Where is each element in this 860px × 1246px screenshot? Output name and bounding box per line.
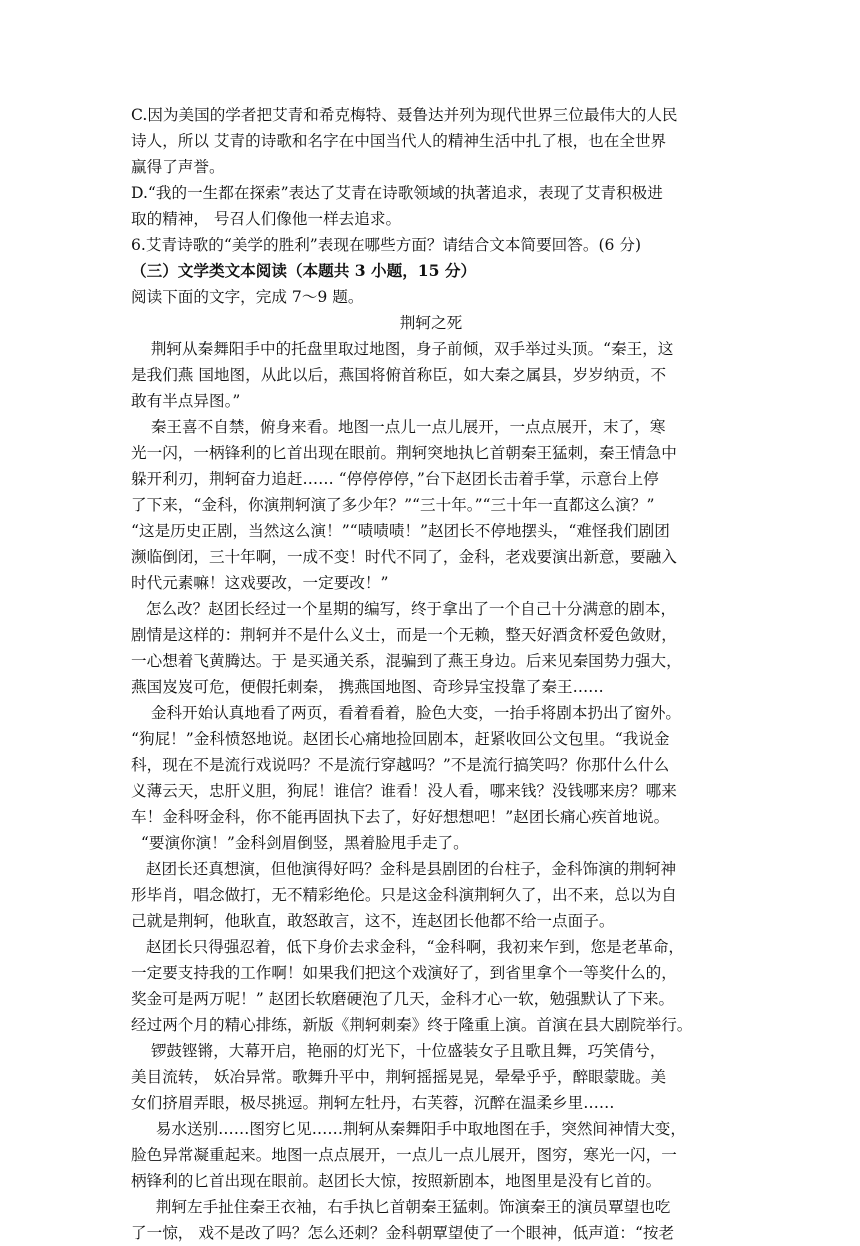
text-line: 躲开利刃，荆轲奋力追赶…… “停停停停，”台下赵团长击着手掌，示意台上停 [131,470,659,488]
text-line: 奖金可是两万呢！” 赵团长软磨硬泡了几天，金科才心一软，勉强默认了下来。 [131,990,675,1008]
text-line: 金科开始认真地看了两页，看着看着，脸色大变，一抬手将剧本扔出了窗外。 [131,704,682,722]
question-6: 6.艾青诗歌的“美学的胜利”表现在哪些方面？请结合文本简要回答。(6 分) [131,236,642,254]
text-line: 锣鼓铿锵，大幕开启，艳丽的灯光下，十位盛装女子且歌且舞，巧笑倩兮， [131,1042,666,1060]
text-line: 取的精神， 号召人们像他一样去追求。 [131,210,402,228]
text-line: 经过两个月的精心排练，新版《荆轲刺秦》终于隆重上演。首演在县大剧院举行。 [131,1016,693,1034]
text-line: 赢得了声誉。 [131,158,225,176]
text-line: 是我们燕 国地图，从此以后，燕国将俯首称臣，如大秦之属县，岁岁纳贡，不 [131,366,667,384]
text-line: 秦王喜不自禁，俯身来看。地图一点儿一点儿展开，一点点展开，末了，寒 [131,418,666,436]
reading-instruction: 阅读下面的文字，完成 7～9 题。 [131,288,364,306]
text-line: 形毕肖，唱念做打，无不精彩绝伦。只是这金科演荆轲久了，出不来，总以为自 [131,886,677,904]
text-line: 车！金科呀金科，你不能再固执下去了，好好想想吧！”赵团长痛心疾首地说。 [131,808,670,826]
text-line: “这是历史正剧，当然这么演！”“啧啧啧！”赵团长不停地摆头，“难怪我们剧团 [131,522,670,540]
text-line: 女们挤眉弄眼，极尽挑逗。荆轲左牡丹，右芙蓉，沉醉在温柔乡里…… [131,1094,615,1112]
text-line: 义薄云天，忠肝义胆，狗屁！谁信？谁看！没人看，哪来钱？没钱哪来房？哪来 [131,782,677,800]
text-line: “要演你演！”金科剑眉倒竖，黑着脸甩手走了。 [131,834,469,852]
text-line: 科，现在不是流行戏说吗？不是流行穿越吗？”不是流行搞笑吗？你那什么什么 [131,756,670,774]
text-line: C.因为美国的学者把艾青和希克梅特、聂鲁达并列为现代世界三位最伟大的人民 [131,106,678,124]
text-line: 了一惊， 戏不是改了吗？怎么还刺？金科朝覃望使了一个眼神，低声道：“按老 [131,1224,675,1242]
article-title: 荆轲之死 [399,314,463,332]
text-line: 荆轲从秦舞阳手中的托盘里取过地图，身子前倾，双手举过头顶。“秦王，这 [131,340,674,358]
text-line: 荆轲左手扯住秦王衣袖，右手执匕首朝秦王猛刺。饰演秦王的演员覃望也吃 [131,1198,671,1216]
text-line: 了下来，“金科，你演荆轲演了多少年？”“三十年。”“三十年一直都这么演？” [131,496,655,514]
text-line: 敢有半点异图。” [131,392,241,410]
text-line: 赵团长只得强忍着，低下身价去求金科，“金科啊，我初来乍到，您是老革命， [131,938,685,956]
text-line: 一定要支持我的工作啊！如果我们把这个戏演好了，到省里拿个一等奖什么的， [131,964,677,982]
text-line: “狗屁！”金科愤怒地说。赵团长心痛地捡回剧本，赶紧收回公文包里。“我说金 [131,730,670,748]
text-line: 时代元素嘛！这戏要改，一定要改！” [131,574,389,592]
section-heading: （三）文学类文本阅读（本题共 3 小题，15 分） [131,261,477,280]
text-line: 柄锋利的匕首出现在眼前。赵团长大惊，按照新剧本，地图里是没有匕首的。 [131,1172,662,1190]
text-line: 美目流转， 妖冶异常。歌舞升平中，荆轲摇摇晃晃，晕晕乎乎，醉眼蒙眬。美 [131,1068,667,1086]
text-line: 易水送别……图穷匕见……荆轲从秦舞阳手中取地图在手，突然间神情大变， [131,1120,686,1138]
text-line: 诗人，所以 艾青的诗歌和名字在中国当代人的精神生活中扎了根，也在全世界 [131,132,667,150]
text-line: 濒临倒闭，三十年啊，一成不变！时代不同了，金科，老戏要演出新意，要融入 [131,548,677,566]
text-line: 怎么改？赵团长经过一个星期的编写，终于拿出了一个自己十分满意的剧本， [131,600,677,618]
text-line: 一心想着飞黄腾达。于 是买通关系，混骗到了燕王身边。后来见秦国势力强大， [131,652,682,670]
text-line: 剧情是这样的：荆轲并不是什么义士，而是一个无赖，整天好酒贪杯爱色敛财， [131,626,677,644]
text-line: 己就是荆轲，他耿直，敢怒敢言，这不，连赵团长他都不给一点面子。 [131,912,615,930]
text-line: 赵团长还真想演，但他演得好吗？金科是县剧团的台柱子，金科饰演的荆轲神 [131,860,677,878]
text-line: D.“我的一生都在探索”表达了艾青在诗歌领域的执著追求，表现了艾青积极进 [131,184,663,202]
text-line: 脸色异常凝重起来。地图一点点展开，一点儿一点儿展开，图穷，寒光一闪，一 [131,1146,677,1164]
text-line: 燕国岌岌可危，便假托刺秦， 携燕国地图、奇珍异宝投靠了秦王…… [131,678,604,696]
text-line: 光一闪，一柄锋利的匕首出现在眼前。荆轲突地执匕首朝秦王猛刺，秦王情急中 [131,444,677,462]
document-page [131,102,731,1246]
